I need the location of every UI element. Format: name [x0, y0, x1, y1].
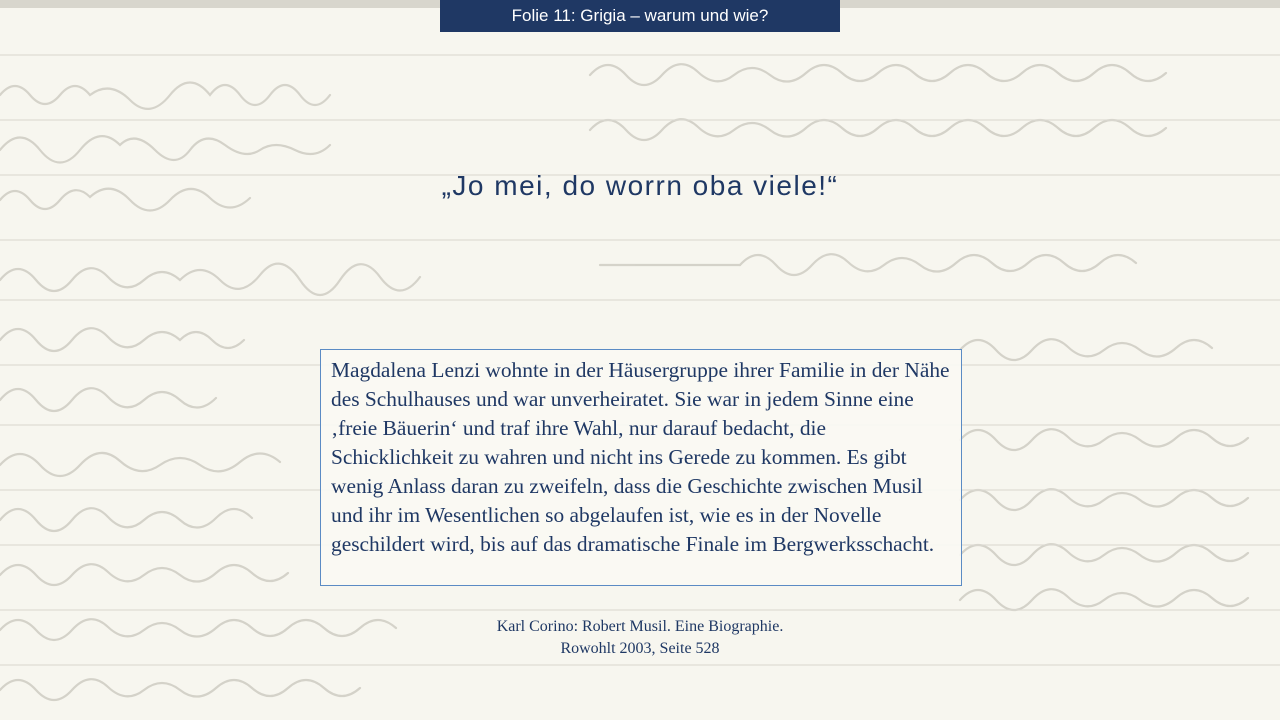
slide-title: Folie 11: Grigia – warum und wie? — [511, 6, 769, 25]
headline-quote: „Jo mei, do worrn oba viele!“ — [441, 170, 839, 201]
citation-line-1: Karl Corino: Robert Musil. Eine Biographie. — [496, 618, 784, 635]
citation — [0, 616, 1280, 660]
citation-line-2: Rowohlt 2003, Seite 528 — [560, 640, 720, 657]
slide-title-bar — [440, 0, 840, 32]
quote-text: Magdalena Lenzi wohnte in der Häusergruppe ihrer Familie in der Nähe des Schulhauses und war unverheiratet. Sie war in jedem Sinne eine ‚freie Bäuerin‘ und traf ihre Wahl, nur darauf bedacht, die Schicklichkeit zu wahren und nicht ins Gerede zu kommen. Es gibt wenig Anlass daran zu zweifeln, dass die Geschichte zwischen Musil und ihr im Wesentlichen so abgelaufen ist, wie es in der Novelle geschildert wird, bis auf das dramatische Finale im Bergwerksschacht. — [331, 358, 950, 556]
quote-box — [320, 349, 962, 586]
